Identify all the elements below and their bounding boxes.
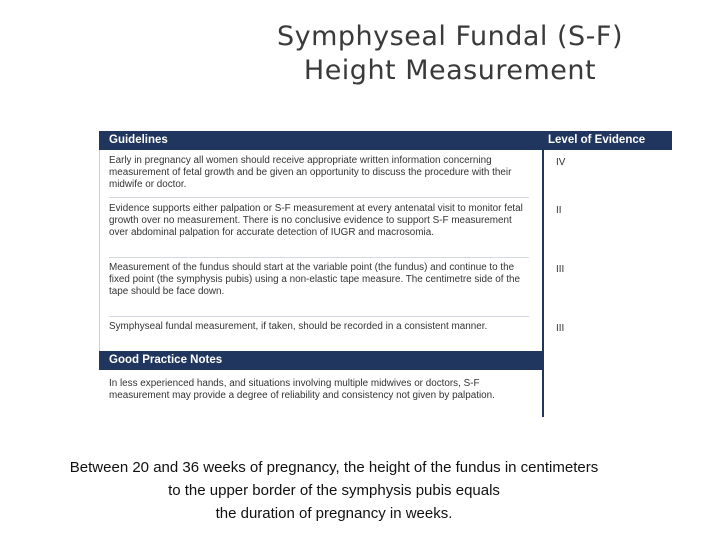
guideline-row-4: Symphyseal fundal measurement, if taken, should be recorded in a consistent manner. — [109, 321, 488, 332]
caption — [0, 456, 668, 525]
caption-line-1: Between 20 and 36 weeks of pregnancy, the height of the fundus in centimeters — [69, 459, 599, 476]
evidence-level-2: II — [556, 205, 562, 216]
guidelines-header: Guidelines — [109, 134, 168, 146]
good-practice-title: Good Practice Notes — [109, 354, 223, 366]
evidence-level-4: III — [556, 323, 565, 334]
column-divider — [542, 131, 544, 417]
page-title — [200, 20, 700, 88]
caption-line-3: the duration of pregnancy in weeks. — [215, 505, 453, 522]
evidence-level-1: IV — [556, 157, 566, 168]
guideline-row-3: Measurement of the fundus should start at the variable point (the fundus) and continue to the fixed point (the symphysis pubis) using a non-elastic tape measure. The centimetre side of the tape should be face down. — [109, 262, 520, 297]
row-separator — [109, 316, 529, 317]
table-header — [99, 131, 672, 150]
title-line-1: Symphyseal Fundal (S-F) — [277, 21, 623, 52]
level-of-evidence-header: Level of Evidence — [548, 134, 646, 146]
title-line-2: Height Measurement — [303, 55, 597, 86]
caption-line-2: to the upper border of the symphysis pubis equals — [168, 482, 500, 499]
table-left-border — [99, 150, 100, 351]
guidelines-table — [99, 131, 672, 417]
good-practice-note: In less experienced hands, and situations involving multiple midwives or doctors, S-F measurement may provide a degree of reliability and consistency not given by palpation. — [109, 378, 495, 401]
row-separator — [109, 257, 529, 258]
good-practice-header — [99, 351, 543, 370]
guideline-row-2: Evidence supports either palpation or S-F measurement at every antenatal visit to monitor fetal growth over no measurement. There is no conclusive evidence to support S-F measurement over abdominal palpation for accurate detection of IUGR and macrosomia. — [109, 203, 523, 238]
row-separator — [109, 197, 529, 198]
guideline-row-1: Early in pregnancy all women should receive appropriate written information concerning measurement of fetal growth and be given an opportunity to discuss the procedure with their midwife or doctor. — [109, 155, 512, 190]
evidence-level-3: III — [556, 264, 565, 275]
